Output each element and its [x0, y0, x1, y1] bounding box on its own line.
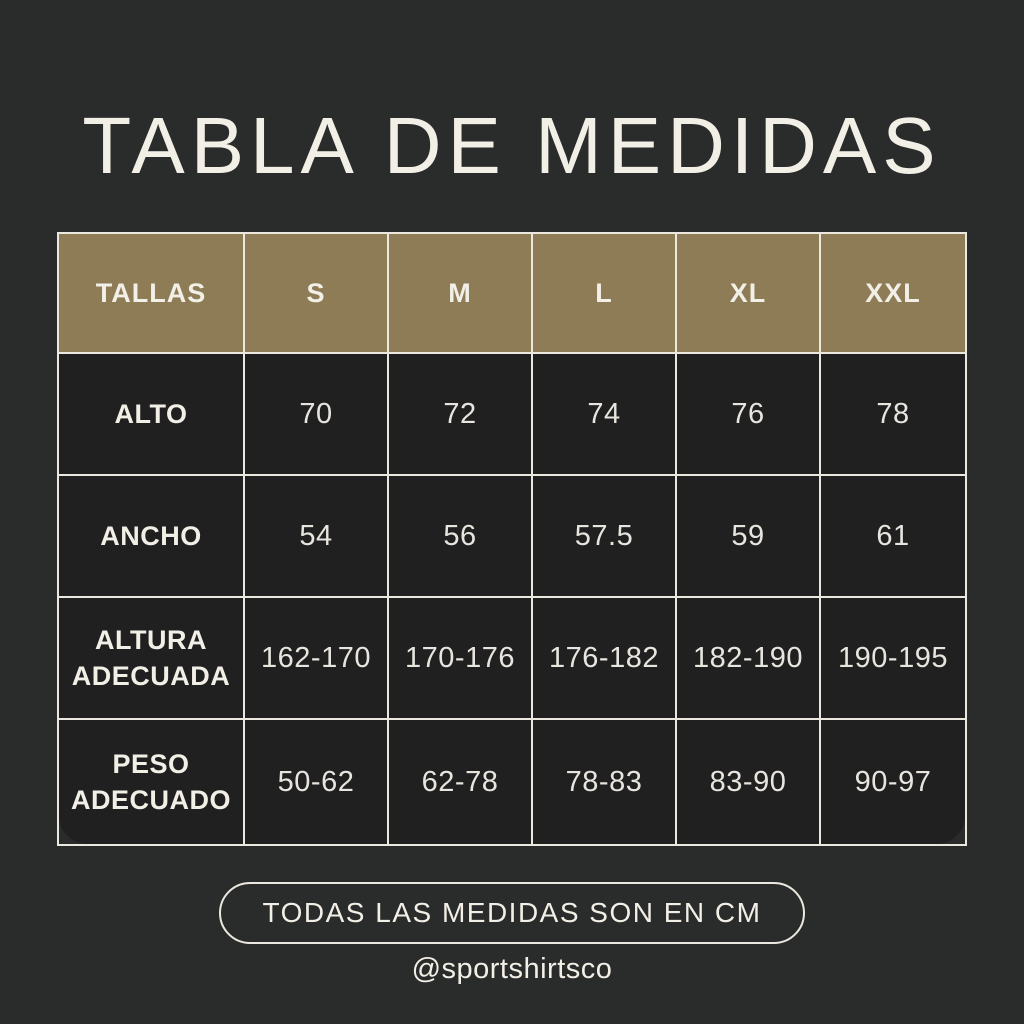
cell-peso-m: 62-78	[389, 720, 533, 844]
row-label-altura-adecuada: ALTURA ADECUADA	[59, 598, 245, 720]
cell-altura-m: 170-176	[389, 598, 533, 720]
row-label-ancho: ANCHO	[59, 476, 245, 598]
social-handle: @sportshirtsco	[411, 953, 613, 985]
cell-ancho-xxl: 61	[821, 476, 965, 598]
cell-altura-s: 162-170	[245, 598, 389, 720]
cell-alto-m: 72	[389, 354, 533, 476]
cell-ancho-xl: 59	[677, 476, 821, 598]
cell-alto-xxl: 78	[821, 354, 965, 476]
cell-peso-s: 50-62	[245, 720, 389, 844]
row-label-peso-adecuado: PESO ADECUADO	[59, 720, 245, 844]
header-cell-m: M	[389, 234, 533, 354]
cell-peso-xxl: 90-97	[821, 720, 965, 844]
units-note-pill	[219, 882, 806, 944]
cell-altura-xl: 182-190	[677, 598, 821, 720]
header-cell-s: S	[245, 234, 389, 354]
cell-alto-xl: 76	[677, 354, 821, 476]
cell-alto-l: 74	[533, 354, 677, 476]
header-cell-xxl: XXL	[821, 234, 965, 354]
cell-ancho-m: 56	[389, 476, 533, 598]
cell-ancho-l: 57.5	[533, 476, 677, 598]
cell-altura-l: 176-182	[533, 598, 677, 720]
cell-peso-l: 78-83	[533, 720, 677, 844]
units-note-text: TODAS LAS MEDIDAS SON EN CM	[262, 897, 762, 928]
header-cell-xl: XL	[677, 234, 821, 354]
page-title: TABLA DE MEDIDAS	[82, 101, 942, 190]
cell-alto-s: 70	[245, 354, 389, 476]
cell-altura-xxl: 190-195	[821, 598, 965, 720]
header-cell-l: L	[533, 234, 677, 354]
cell-peso-xl: 83-90	[677, 720, 821, 844]
cell-ancho-s: 54	[245, 476, 389, 598]
size-table	[57, 232, 967, 846]
row-label-alto: ALTO	[59, 354, 245, 476]
header-cell-tallas: TALLAS	[59, 234, 245, 354]
